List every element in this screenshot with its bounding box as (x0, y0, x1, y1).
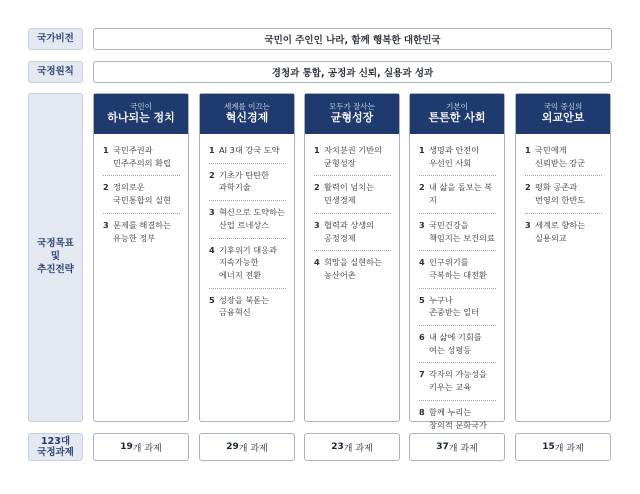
task-count: 23 (331, 442, 344, 452)
strategy-item (209, 239, 286, 289)
strategy-text: AI 3대 강국 도약 (219, 145, 280, 155)
strategy-number: 2 (314, 182, 320, 193)
strategy-number: 3 (314, 219, 320, 230)
goals-label: 국정목표 및 추진전략 (28, 93, 83, 422)
task-count-box (199, 433, 295, 461)
strategy-item (314, 251, 391, 287)
strategy-text: 정의로운 국민통합의 실현 (113, 182, 171, 206)
strategy-item (419, 326, 496, 363)
task-count: 19 (120, 442, 133, 452)
task-count: 15 (542, 442, 555, 452)
strategy-item (419, 289, 496, 326)
strategy-text: 세계로 향하는 실용외교 (535, 219, 586, 243)
goal-column-header (410, 94, 504, 134)
task-count-box (93, 433, 189, 461)
strategy-text: 자치분권 기반의 균형성장 (324, 145, 382, 168)
task-suffix: 개 과제 (343, 443, 373, 454)
strategy-list (516, 134, 610, 250)
task-suffix: 개 과제 (238, 443, 268, 454)
strategy-text: 국민건강을 책임지는 보건의료 (429, 219, 495, 243)
goal-subtitle: 국민이 (130, 102, 152, 112)
strategy-item (314, 139, 391, 176)
task-count-box (409, 433, 505, 461)
principle-text: 경청과 통합, 공정과 신뢰, 실용과 성과 (93, 61, 612, 83)
goal-title: 혁신경제 (225, 111, 269, 125)
strategy-number: 2 (419, 182, 425, 193)
strategy-text: 국민주권과 민주주의의 확립 (113, 145, 171, 168)
goal-title: 균형성장 (330, 111, 374, 125)
strategy-number: 2 (525, 182, 531, 193)
strategy-item (314, 214, 391, 251)
task-count-box (515, 433, 611, 461)
strategy-text: 혁신으로 도약하는 산업 르네상스 (219, 207, 285, 230)
goal-column-header (200, 94, 294, 134)
strategy-number: 2 (209, 169, 215, 180)
goal-title: 하나되는 정치 (107, 111, 175, 125)
task-suffix: 개 과제 (132, 443, 162, 454)
strategy-number: 2 (103, 182, 109, 193)
strategy-item (209, 201, 286, 238)
goal-column-5 (515, 93, 611, 422)
goal-column-header (305, 94, 399, 134)
strategy-number: 4 (419, 257, 425, 268)
strategy-text: 기후위기 대응과 지속가능한 에너지 전환 (219, 244, 277, 280)
goal-subtitle: 국익 중심의 (543, 102, 583, 112)
goal-column-header (94, 94, 188, 134)
strategy-number: 1 (209, 145, 215, 155)
strategy-item (419, 214, 496, 251)
strategy-text: 국민에게 신뢰받는 강군 (535, 145, 586, 168)
strategy-text: 함께 누리는 창의적 문화국가 (429, 406, 487, 430)
strategy-text: 협력과 상생의 공정경제 (324, 219, 375, 243)
vision-label: 국가비전 (28, 28, 83, 50)
goal-subtitle: 모두가 잘사는 (329, 102, 375, 112)
strategy-list (305, 134, 399, 288)
strategy-item (419, 139, 496, 176)
strategy-item (419, 363, 496, 400)
goal-title: 외교안보 (541, 111, 585, 125)
goal-subtitle: 세계를 이끄는 (224, 102, 270, 112)
strategy-text: 평화 공존과 번영의 한반도 (535, 182, 586, 206)
strategy-text: 기초가 탄탄한 과학기술 (219, 169, 270, 193)
strategy-item (525, 214, 602, 250)
task-count: 37 (436, 442, 449, 452)
strategy-text: 내 삶에 기회를 여는 성평등 (429, 332, 482, 355)
goal-column-1 (93, 93, 189, 422)
strategy-number: 5 (419, 294, 425, 305)
strategy-item (103, 214, 180, 250)
strategy-number: 3 (419, 219, 425, 230)
task-count-box (304, 433, 400, 461)
goal-subtitle: 기본이 (446, 102, 468, 112)
strategy-text: 희망을 실현하는 농산어촌 (324, 257, 382, 280)
strategy-list (410, 134, 504, 437)
strategy-item (103, 176, 180, 213)
strategy-item (209, 164, 286, 201)
strategy-text: 내 삶을 돌보는 복지 (429, 182, 493, 206)
strategy-item (314, 176, 391, 213)
strategy-item (419, 176, 496, 213)
strategy-item (525, 139, 602, 176)
strategy-item (525, 176, 602, 213)
task-suffix: 개 과제 (554, 443, 584, 454)
strategy-number: 4 (209, 244, 215, 255)
strategy-number: 3 (103, 219, 109, 230)
strategy-text: 문제를 해결하는 유능한 정부 (113, 219, 171, 243)
strategy-text: 인구위기를 극복하는 대전환 (429, 257, 487, 280)
vision-text: 국민이 주인인 나라, 함께 행복한 대한민국 (93, 28, 612, 50)
strategy-item (103, 139, 180, 176)
strategy-text: 누구나 존중받는 일터 (429, 294, 480, 318)
task-suffix: 개 과제 (448, 443, 478, 454)
goal-column-3 (304, 93, 400, 422)
strategy-number: 6 (419, 332, 425, 343)
strategy-number: 3 (525, 219, 531, 230)
strategy-text: 활력이 넘치는 민생경제 (324, 182, 375, 206)
strategy-number: 1 (314, 145, 320, 155)
strategy-number: 4 (314, 257, 320, 268)
strategy-number: 1 (419, 145, 425, 155)
strategy-text: 생명과 안전이 우선인 사회 (429, 145, 480, 168)
principle-label: 국정원칙 (28, 61, 83, 83)
strategy-number: 5 (209, 294, 215, 305)
tasks-label: 123대 국정과제 (28, 433, 83, 461)
strategy-number: 1 (525, 145, 531, 155)
strategy-list (200, 134, 294, 325)
strategy-number: 7 (419, 369, 425, 380)
task-count: 29 (226, 442, 239, 452)
strategy-item (419, 401, 496, 437)
strategy-text: 각자의 가능성을 키우는 교육 (429, 369, 487, 393)
goal-column-4 (409, 93, 505, 430)
strategy-list (94, 134, 188, 250)
goal-title: 튼튼한 사회 (428, 111, 486, 125)
strategy-text: 성장을 북돋는 금융혁신 (219, 294, 270, 318)
strategy-number: 8 (419, 406, 425, 417)
strategy-number: 3 (209, 207, 215, 218)
strategy-item (209, 139, 286, 164)
strategy-item (419, 251, 496, 288)
goal-column-2 (199, 93, 295, 422)
strategy-item (209, 289, 286, 325)
goal-column-header (516, 94, 610, 134)
strategy-number: 1 (103, 145, 109, 155)
